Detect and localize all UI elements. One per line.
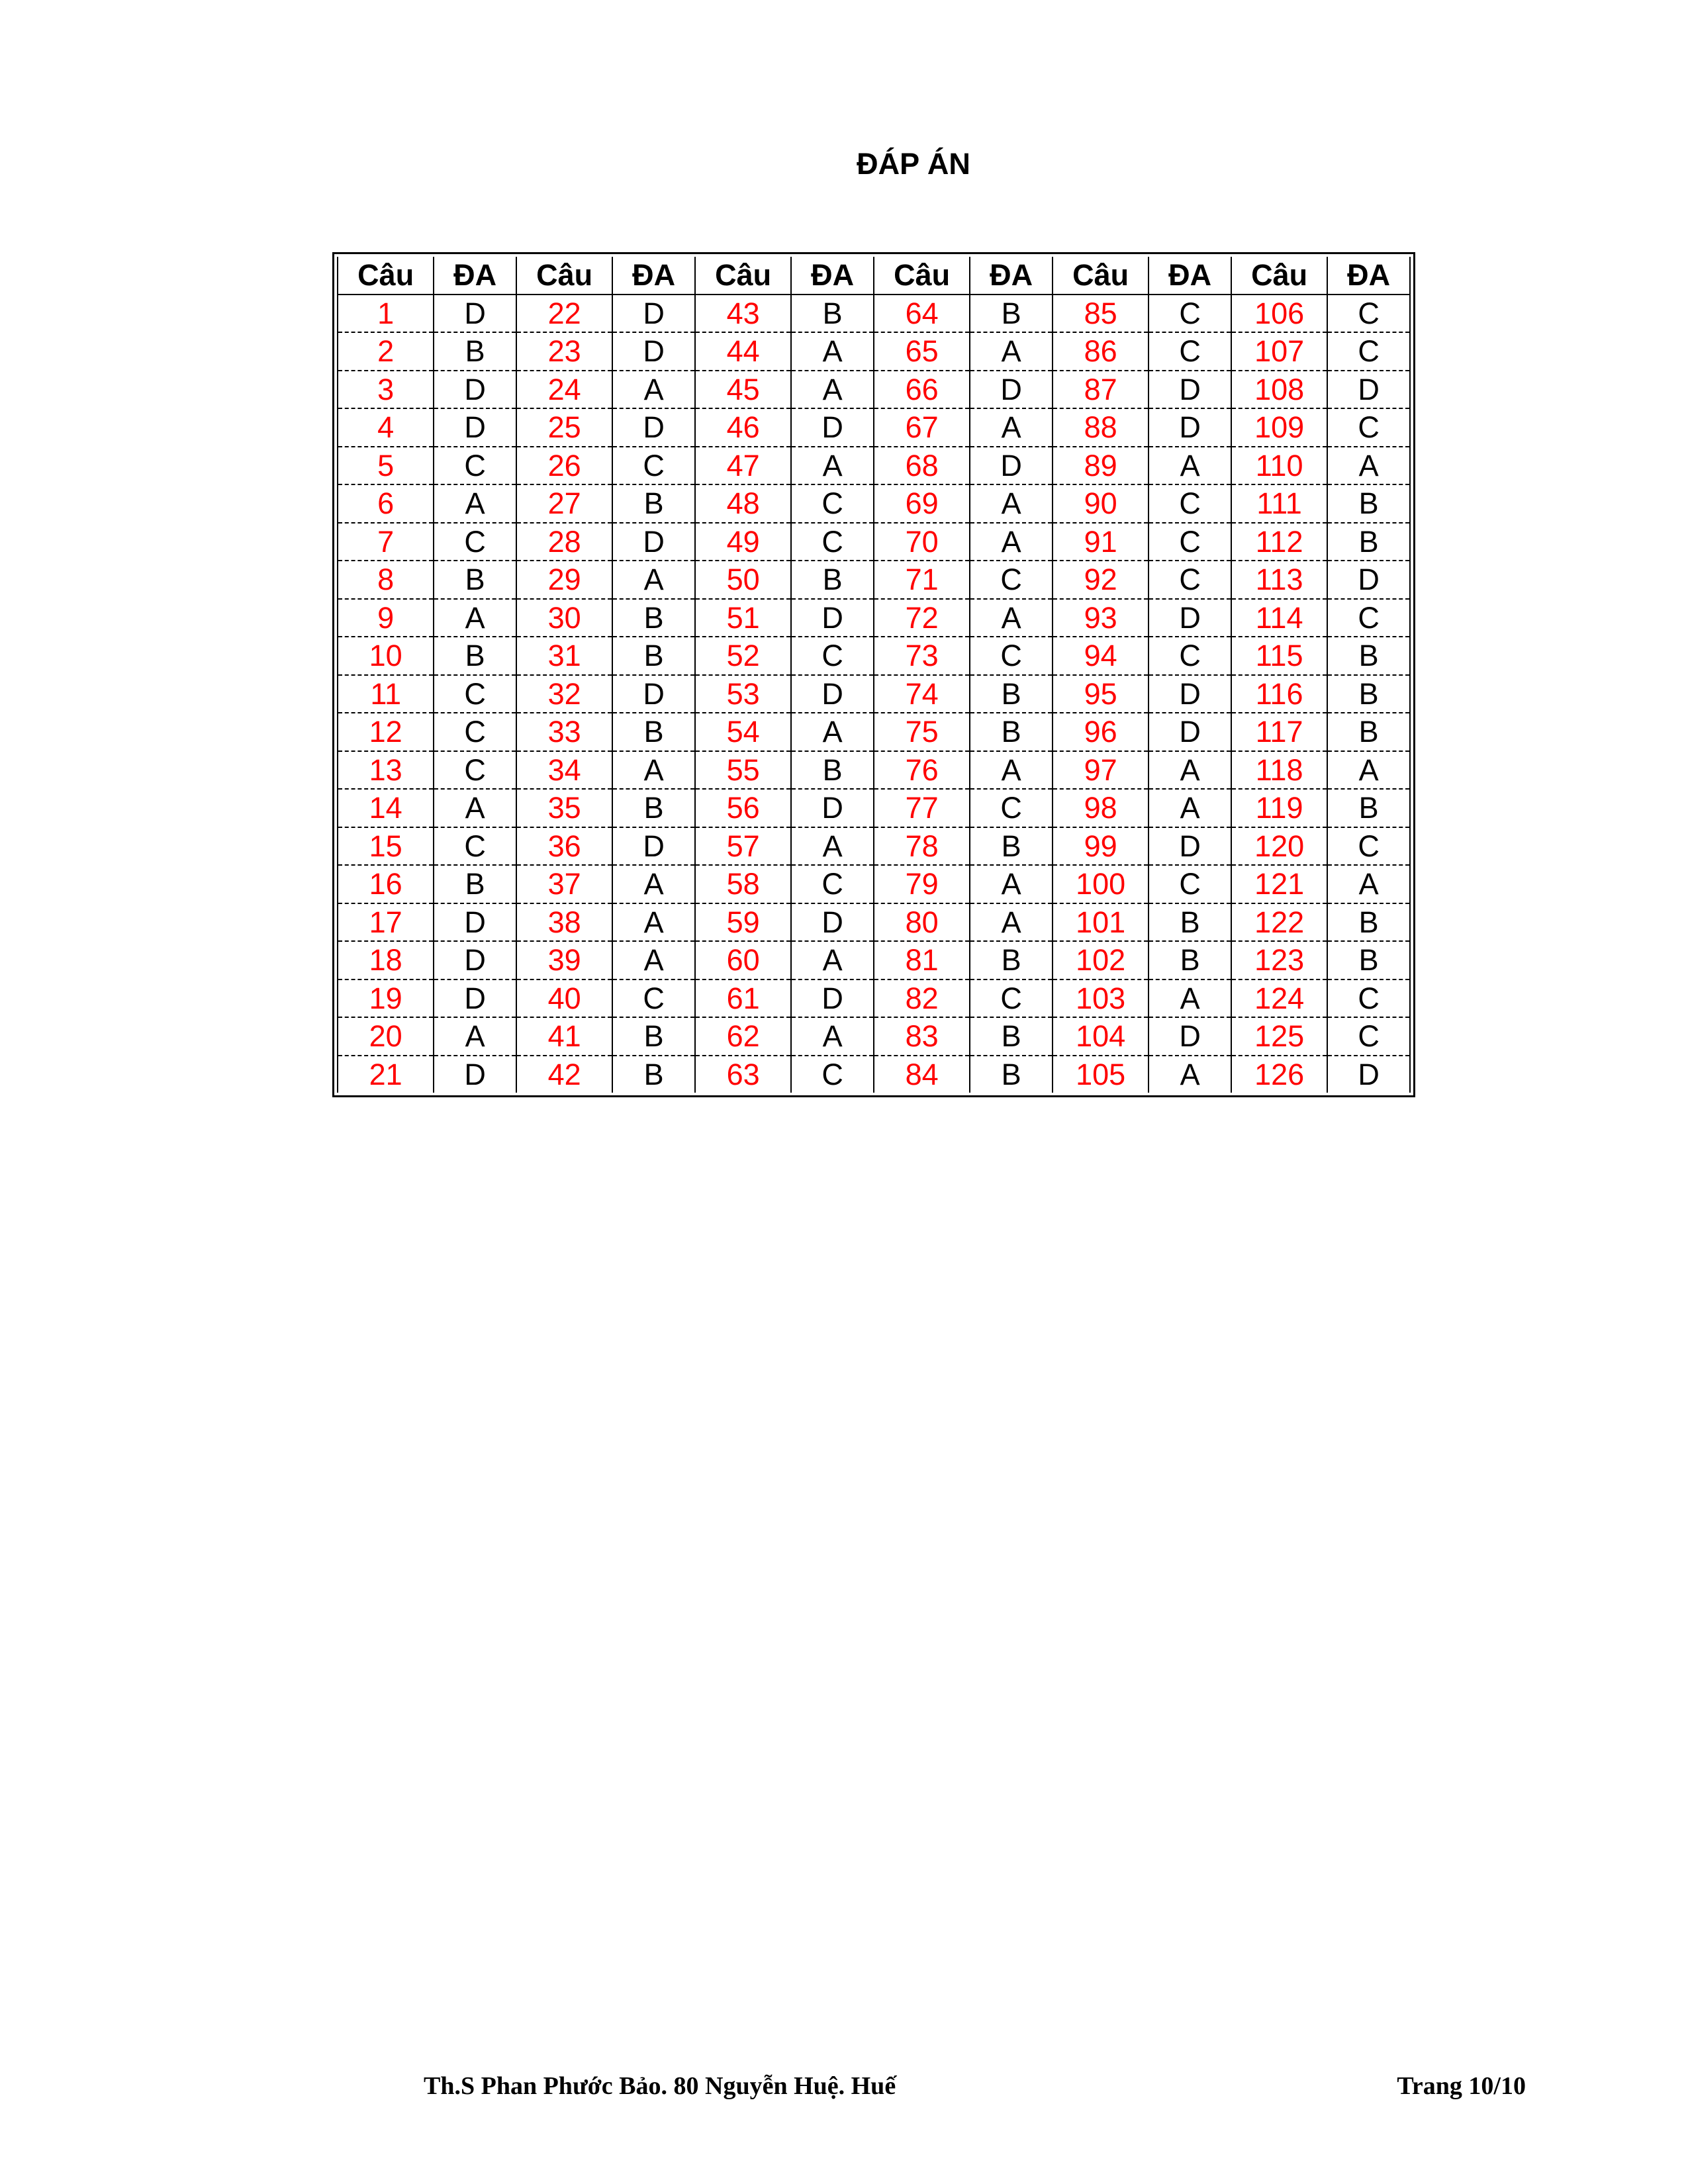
answer-letter: B [612, 484, 695, 523]
answer-letter: B [791, 295, 874, 333]
answer-letter: A [1327, 447, 1410, 485]
answer-letter: D [1327, 1056, 1410, 1093]
answer-letter: C [970, 979, 1053, 1018]
question-number: 125 [1231, 1017, 1327, 1056]
table-row [338, 332, 1410, 371]
question-number: 69 [874, 484, 970, 523]
answer-letter: B [612, 789, 695, 827]
question-number: 67 [874, 408, 970, 447]
answer-letter: D [434, 408, 516, 447]
answer-letter: D [1149, 408, 1231, 447]
question-number: 32 [516, 675, 612, 713]
table-row [338, 561, 1410, 599]
answer-letter: C [434, 523, 516, 561]
question-number: 14 [338, 789, 434, 827]
header-answer: ĐA [434, 257, 516, 295]
question-number: 126 [1231, 1056, 1327, 1093]
answer-letter: D [1149, 675, 1231, 713]
question-number: 70 [874, 523, 970, 561]
answer-letter: C [1149, 332, 1231, 371]
answer-letter: A [1149, 447, 1231, 485]
answer-letter: A [970, 865, 1053, 903]
question-number: 46 [695, 408, 791, 447]
question-number: 21 [338, 1056, 434, 1093]
question-number: 66 [874, 371, 970, 409]
question-number: 3 [338, 371, 434, 409]
answer-letter: D [1327, 371, 1410, 409]
question-number: 72 [874, 599, 970, 637]
question-number: 2 [338, 332, 434, 371]
question-number: 84 [874, 1056, 970, 1093]
question-number: 8 [338, 561, 434, 599]
question-number: 44 [695, 332, 791, 371]
question-number: 80 [874, 903, 970, 942]
table-row [338, 637, 1410, 675]
answer-letter: B [612, 713, 695, 751]
question-number: 39 [516, 941, 612, 979]
question-number: 122 [1231, 903, 1327, 942]
answer-letter: D [434, 903, 516, 942]
answer-letter: C [970, 637, 1053, 675]
question-number: 79 [874, 865, 970, 903]
question-number: 74 [874, 675, 970, 713]
answer-letter: D [434, 371, 516, 409]
question-number: 26 [516, 447, 612, 485]
question-number: 11 [338, 675, 434, 713]
answer-letter: B [970, 941, 1053, 979]
answer-letter: C [1327, 1017, 1410, 1056]
answer-letter: C [1149, 637, 1231, 675]
table-row [338, 523, 1410, 561]
question-number: 82 [874, 979, 970, 1018]
answer-letter: C [1327, 408, 1410, 447]
question-number: 110 [1231, 447, 1327, 485]
answer-letter: A [970, 408, 1053, 447]
answer-letter: A [970, 599, 1053, 637]
header-answer: ĐA [970, 257, 1053, 295]
table-row [338, 599, 1410, 637]
question-number: 87 [1053, 371, 1149, 409]
question-number: 73 [874, 637, 970, 675]
question-number: 12 [338, 713, 434, 751]
answer-letter: D [434, 941, 516, 979]
question-number: 35 [516, 789, 612, 827]
question-number: 40 [516, 979, 612, 1018]
question-number: 112 [1231, 523, 1327, 561]
answer-letter: A [1149, 751, 1231, 790]
answer-letter: C [970, 789, 1053, 827]
answer-letter: B [970, 1017, 1053, 1056]
question-number: 98 [1053, 789, 1149, 827]
question-number: 5 [338, 447, 434, 485]
question-number: 54 [695, 713, 791, 751]
question-number: 13 [338, 751, 434, 790]
question-number: 88 [1053, 408, 1149, 447]
footer-author: Th.S Phan Phước Bảo. 80 Nguyễn Huệ. Huế [424, 2072, 896, 2100]
answer-letter: C [1149, 484, 1231, 523]
header-answer: ĐA [612, 257, 695, 295]
answer-letter: C [434, 713, 516, 751]
question-number: 85 [1053, 295, 1149, 333]
answer-letter: A [612, 941, 695, 979]
answer-letter: B [970, 713, 1053, 751]
table-row [338, 447, 1410, 485]
answer-key-table [337, 257, 1411, 1093]
answer-letter: C [1327, 332, 1410, 371]
question-number: 41 [516, 1017, 612, 1056]
answer-letter: B [1149, 903, 1231, 942]
question-number: 56 [695, 789, 791, 827]
question-number: 25 [516, 408, 612, 447]
table-row [338, 751, 1410, 790]
question-number: 37 [516, 865, 612, 903]
question-number: 4 [338, 408, 434, 447]
table-row [338, 941, 1410, 979]
answer-letter: A [791, 332, 874, 371]
question-number: 77 [874, 789, 970, 827]
answer-letter: C [612, 979, 695, 1018]
answer-letter: B [791, 751, 874, 790]
header-answer: ĐA [791, 257, 874, 295]
answer-letter: C [791, 523, 874, 561]
answer-letter: B [1149, 941, 1231, 979]
answer-letter: D [434, 1056, 516, 1093]
question-number: 86 [1053, 332, 1149, 371]
question-number: 33 [516, 713, 612, 751]
answer-letter: B [1327, 637, 1410, 675]
answer-letter: A [970, 903, 1053, 942]
question-number: 27 [516, 484, 612, 523]
question-number: 103 [1053, 979, 1149, 1018]
answer-letter: A [791, 713, 874, 751]
question-number: 106 [1231, 295, 1327, 333]
answer-letter: A [970, 484, 1053, 523]
answer-letter: C [612, 447, 695, 485]
question-number: 94 [1053, 637, 1149, 675]
table-row [338, 865, 1410, 903]
question-number: 52 [695, 637, 791, 675]
answer-letter: C [791, 637, 874, 675]
answer-letter: A [1327, 751, 1410, 790]
answer-key-table-frame [332, 252, 1415, 1097]
question-number: 89 [1053, 447, 1149, 485]
question-number: 90 [1053, 484, 1149, 523]
header-question: Câu [1053, 257, 1149, 295]
answer-letter: A [970, 751, 1053, 790]
answer-letter: D [434, 979, 516, 1018]
table-row [338, 484, 1410, 523]
answer-letter: C [791, 1056, 874, 1093]
answer-letter: C [791, 865, 874, 903]
question-number: 10 [338, 637, 434, 675]
answer-letter: A [612, 865, 695, 903]
answer-letter: D [1149, 371, 1231, 409]
question-number: 28 [516, 523, 612, 561]
answer-letter: B [612, 637, 695, 675]
answer-letter: C [434, 751, 516, 790]
answer-letter: A [612, 561, 695, 599]
answer-letter: B [1327, 713, 1410, 751]
answer-letter: D [970, 447, 1053, 485]
question-number: 63 [695, 1056, 791, 1093]
answer-letter: B [970, 1056, 1053, 1093]
question-number: 16 [338, 865, 434, 903]
question-number: 114 [1231, 599, 1327, 637]
question-number: 105 [1053, 1056, 1149, 1093]
question-number: 17 [338, 903, 434, 942]
answer-letter: B [970, 827, 1053, 866]
question-number: 15 [338, 827, 434, 866]
table-row [338, 903, 1410, 942]
table-row [338, 295, 1410, 333]
question-number: 115 [1231, 637, 1327, 675]
question-number: 93 [1053, 599, 1149, 637]
answer-letter: D [791, 675, 874, 713]
answer-letter: D [612, 827, 695, 866]
question-number: 83 [874, 1017, 970, 1056]
answer-letter: D [1149, 827, 1231, 866]
question-number: 57 [695, 827, 791, 866]
header-question: Câu [338, 257, 434, 295]
answer-letter: B [1327, 675, 1410, 713]
answer-letter: B [1327, 523, 1410, 561]
question-number: 68 [874, 447, 970, 485]
answer-letter: A [1327, 865, 1410, 903]
answer-letter: C [1327, 979, 1410, 1018]
question-number: 101 [1053, 903, 1149, 942]
answer-letter: C [970, 561, 1053, 599]
answer-letter: C [1327, 827, 1410, 866]
table-row [338, 713, 1410, 751]
header-question: Câu [1231, 257, 1327, 295]
question-number: 53 [695, 675, 791, 713]
question-number: 111 [1231, 484, 1327, 523]
question-number: 19 [338, 979, 434, 1018]
question-number: 47 [695, 447, 791, 485]
question-number: 107 [1231, 332, 1327, 371]
question-number: 55 [695, 751, 791, 790]
question-number: 119 [1231, 789, 1327, 827]
answer-letter: B [434, 332, 516, 371]
question-number: 42 [516, 1056, 612, 1093]
answer-letter: A [612, 903, 695, 942]
answer-letter: C [434, 675, 516, 713]
answer-letter: A [434, 484, 516, 523]
question-number: 71 [874, 561, 970, 599]
answer-letter: C [1327, 295, 1410, 333]
answer-letter: C [434, 827, 516, 866]
answer-letter: D [1149, 599, 1231, 637]
answer-letter: D [612, 675, 695, 713]
question-number: 58 [695, 865, 791, 903]
question-number: 50 [695, 561, 791, 599]
question-number: 123 [1231, 941, 1327, 979]
question-number: 100 [1053, 865, 1149, 903]
question-number: 1 [338, 295, 434, 333]
question-number: 18 [338, 941, 434, 979]
answer-letter: A [791, 941, 874, 979]
answer-letter: D [1149, 1017, 1231, 1056]
answer-letter: D [612, 332, 695, 371]
footer-page-number: Trang 10/10 [1397, 2072, 1526, 2100]
answer-letter: B [1327, 941, 1410, 979]
question-number: 49 [695, 523, 791, 561]
answer-letter: C [434, 447, 516, 485]
question-number: 59 [695, 903, 791, 942]
answer-letter: A [1149, 979, 1231, 1018]
header-question: Câu [874, 257, 970, 295]
answer-letter: C [1149, 523, 1231, 561]
question-number: 120 [1231, 827, 1327, 866]
answer-letter: B [970, 295, 1053, 333]
question-number: 64 [874, 295, 970, 333]
answer-letter: D [791, 599, 874, 637]
answer-letter: A [612, 371, 695, 409]
table-row [338, 979, 1410, 1018]
question-number: 23 [516, 332, 612, 371]
answer-letter: D [434, 295, 516, 333]
question-number: 38 [516, 903, 612, 942]
answer-letter: A [791, 1017, 874, 1056]
question-number: 124 [1231, 979, 1327, 1018]
question-number: 20 [338, 1017, 434, 1056]
question-number: 65 [874, 332, 970, 371]
answer-letter: B [1327, 903, 1410, 942]
question-number: 6 [338, 484, 434, 523]
question-number: 96 [1053, 713, 1149, 751]
table-row [338, 1056, 1410, 1093]
question-number: 22 [516, 295, 612, 333]
answer-letter: A [791, 827, 874, 866]
header-answer: ĐA [1327, 257, 1410, 295]
question-number: 117 [1231, 713, 1327, 751]
question-number: 78 [874, 827, 970, 866]
question-number: 104 [1053, 1017, 1149, 1056]
question-number: 30 [516, 599, 612, 637]
question-number: 116 [1231, 675, 1327, 713]
question-number: 36 [516, 827, 612, 866]
question-number: 108 [1231, 371, 1327, 409]
answer-letter: C [1149, 561, 1231, 599]
question-number: 45 [695, 371, 791, 409]
answer-letter: D [791, 903, 874, 942]
question-number: 24 [516, 371, 612, 409]
answer-letter: A [791, 371, 874, 409]
question-number: 9 [338, 599, 434, 637]
question-number: 31 [516, 637, 612, 675]
answer-letter: B [970, 675, 1053, 713]
answer-letter: D [791, 979, 874, 1018]
question-number: 48 [695, 484, 791, 523]
answer-letter: B [612, 1056, 695, 1093]
question-number: 51 [695, 599, 791, 637]
answer-letter: A [970, 523, 1053, 561]
answer-letter: D [791, 789, 874, 827]
answer-letter: B [791, 561, 874, 599]
answer-letter: B [612, 1017, 695, 1056]
table-row [338, 675, 1410, 713]
question-number: 29 [516, 561, 612, 599]
header-question: Câu [695, 257, 791, 295]
table-row [338, 371, 1410, 409]
answer-letter: A [970, 332, 1053, 371]
answer-letter: D [791, 408, 874, 447]
table-row [338, 1017, 1410, 1056]
answer-letter: B [612, 599, 695, 637]
question-number: 97 [1053, 751, 1149, 790]
answer-letter: C [791, 484, 874, 523]
answer-letter: A [434, 599, 516, 637]
header-question: Câu [516, 257, 612, 295]
answer-letter: A [434, 789, 516, 827]
question-number: 99 [1053, 827, 1149, 866]
answer-letter: C [1149, 295, 1231, 333]
table-row [338, 827, 1410, 866]
question-number: 91 [1053, 523, 1149, 561]
answer-letter: A [434, 1017, 516, 1056]
header-answer: ĐA [1149, 257, 1231, 295]
answer-letter: A [1149, 1056, 1231, 1093]
answer-letter: C [1149, 865, 1231, 903]
table-row [338, 789, 1410, 827]
question-number: 95 [1053, 675, 1149, 713]
question-number: 34 [516, 751, 612, 790]
answer-letter: D [612, 408, 695, 447]
question-number: 75 [874, 713, 970, 751]
question-number: 109 [1231, 408, 1327, 447]
answer-letter: B [1327, 789, 1410, 827]
answer-letter: B [1327, 484, 1410, 523]
table-row [338, 408, 1410, 447]
answer-letter: D [612, 295, 695, 333]
question-number: 7 [338, 523, 434, 561]
answer-letter: D [612, 523, 695, 561]
question-number: 113 [1231, 561, 1327, 599]
question-number: 43 [695, 295, 791, 333]
answer-letter: B [434, 865, 516, 903]
page-title: ĐÁP ÁN [857, 147, 970, 181]
question-number: 102 [1053, 941, 1149, 979]
answer-letter: B [434, 561, 516, 599]
question-number: 118 [1231, 751, 1327, 790]
question-number: 60 [695, 941, 791, 979]
answer-letter: B [434, 637, 516, 675]
question-number: 81 [874, 941, 970, 979]
question-number: 92 [1053, 561, 1149, 599]
question-number: 62 [695, 1017, 791, 1056]
answer-letter: A [791, 447, 874, 485]
answer-letter: D [970, 371, 1053, 409]
answer-letter: D [1327, 561, 1410, 599]
answer-letter: A [1149, 789, 1231, 827]
question-number: 61 [695, 979, 791, 1018]
answer-letter: C [1327, 599, 1410, 637]
table-header-row [338, 257, 1410, 295]
answer-letter: D [1149, 713, 1231, 751]
answer-letter: A [612, 751, 695, 790]
question-number: 121 [1231, 865, 1327, 903]
question-number: 76 [874, 751, 970, 790]
